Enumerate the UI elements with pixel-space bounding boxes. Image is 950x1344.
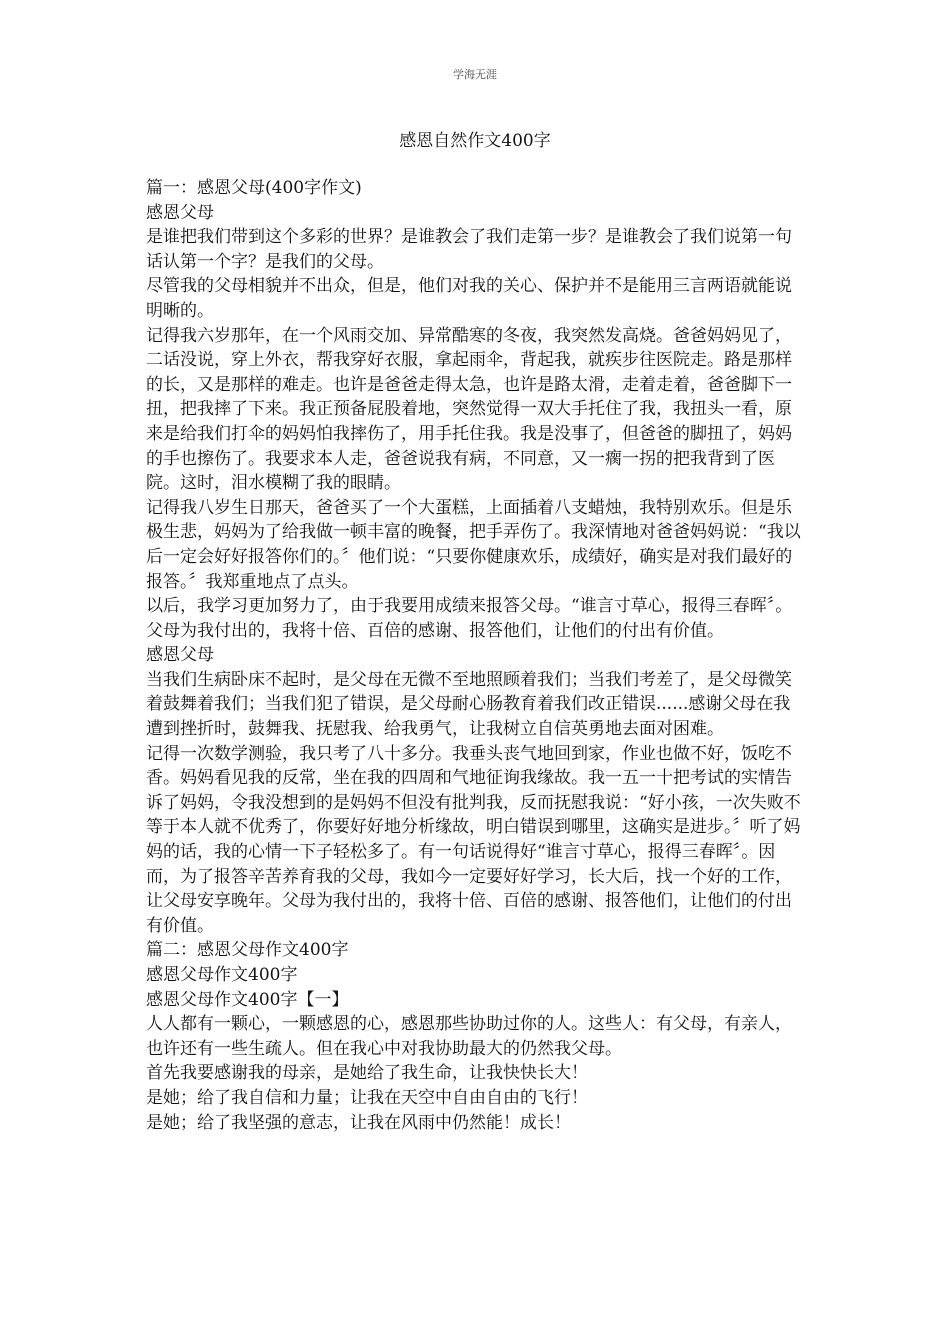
paragraph: 人人都有一颗心，一颗感恩的心，感恩那些协助过你的人。这些人：有父母，有亲人，也许还有一些生疏人。但在我心中对我协助最大的仍然我父母。 [146, 1014, 792, 1059]
section-heading: 篇一：感恩父母(400字作文) [146, 178, 362, 198]
paragraph: 当我们生病卧床不起时，是父母在无微不至地照顾着我们；当我们考差了，是父母微笑着鼓舞着我们；当我们犯了错误，是父母耐心肠教育着我们改正错误......感谢父母在我遭到挫折时，鼓舞我、抚慰我、给我勇气，让我树立自信英勇地去面对困难。 [146, 669, 792, 740]
paragraph: 尽管我的父母相貌并不出众，但是，他们对我的关心、保护并不是能用三言两语就能说明晰的。 [146, 276, 792, 321]
document-title: 感恩自然作文400字 [399, 131, 551, 151]
page-header: 学海无涯 [453, 68, 497, 81]
paragraph: 以后，我学习更加努力了，由于我要用成绩来报答父母。“谁言寸草心，报得三春晖〞。父母为我付出的，我将十倍、百倍的感谢、报答他们，让他们的付出有价值。 [146, 596, 793, 641]
paragraph: 记得我八岁生日那天，爸爸买了一个大蛋糕，上面插着八支蜡烛，我特别欢乐。但是乐极生悲，妈妈为了给我做一顿丰富的晚餐，把手弄伤了。我深情地对爸爸妈妈说：“我以后一定会好好报答你们的。〞他们说：“只要你健康欢乐，成绩好，确实是对我们最好的报答。〞我郑重地点了点头。 [146, 497, 801, 592]
subheading: 感恩父母 [146, 645, 214, 666]
paragraph: 是她；给了我自信和力量；让我在天空中自由自由的飞行！ [146, 1087, 588, 1108]
subheading: 感恩父母作文400字 [146, 965, 298, 985]
paragraph: 记得一次数学测验，我只考了八十多分。我垂头丧气地回到家，作业也做不好，饭吃不香。妈妈看见我的反常，坐在我的四周和气地征询我缘故。我一五一十把考试的实情告诉了妈妈，令我没想到的是妈妈不但没有批判我，反而抚慰我说：“好小孩，一次失败不等于本人就不优秀了，你要好好地分析缘故，明白错误到哪里，这确实是进步。〞听了妈妈的话，我的心情一下子轻松多了。有一句话说得好“谁言寸草心，报得三春晖〞。因而，为了报答辛苦养育我的父母，我如今一定要好好学习，长大后，找一个好的工作，让父母安享晚年。父母为我付出的，我将十倍、百倍的感谢、报答他们，让他们的付出有价值。 [146, 743, 801, 936]
paragraph: 首先我要感谢我的母亲，是她给了我生命，让我快快长大！ [146, 1063, 588, 1084]
subheading: 感恩父母作文400字【一】 [146, 989, 349, 1010]
section-heading: 篇二：感恩父母作文400字 [146, 940, 349, 961]
paragraph: 记得我六岁那年，在一个风雨交加、异常酷寒的冬夜，我突然发高烧。爸爸妈妈见了，二话没说，穿上外衣，帮我穿好衣服，拿起雨伞，背起我，就疾步往医院走。路是那样的长，又是那样的难走。也许是爸爸走得太急，也许是路太滑，走着走着，爸爸脚下一扭，把我摔了下来。我正预备屁股着地，突然觉得一双大手托住了我，我扭头一看，原来是给我们打伞的妈妈怕我摔伤了，用手托住我。我是没事了，但爸爸的脚扭了，妈妈的手也擦伤了。我要求本人走，爸爸说我有病，不同意，又一瘸一拐的把我背到了医院。这时，泪水模糊了我的眼睛。 [146, 325, 792, 494]
paragraph: 是谁把我们带到这个多彩的世界？是谁教会了我们走第一步？是谁教会了我们说第一句话认第一个字？是我们的父母。 [146, 227, 792, 272]
paragraph: 是她；给了我坚强的意志，让我在风雨中仍然能！成长！ [146, 1112, 571, 1133]
document-body [146, 176, 804, 1135]
subheading: 感恩父母 [146, 202, 214, 223]
